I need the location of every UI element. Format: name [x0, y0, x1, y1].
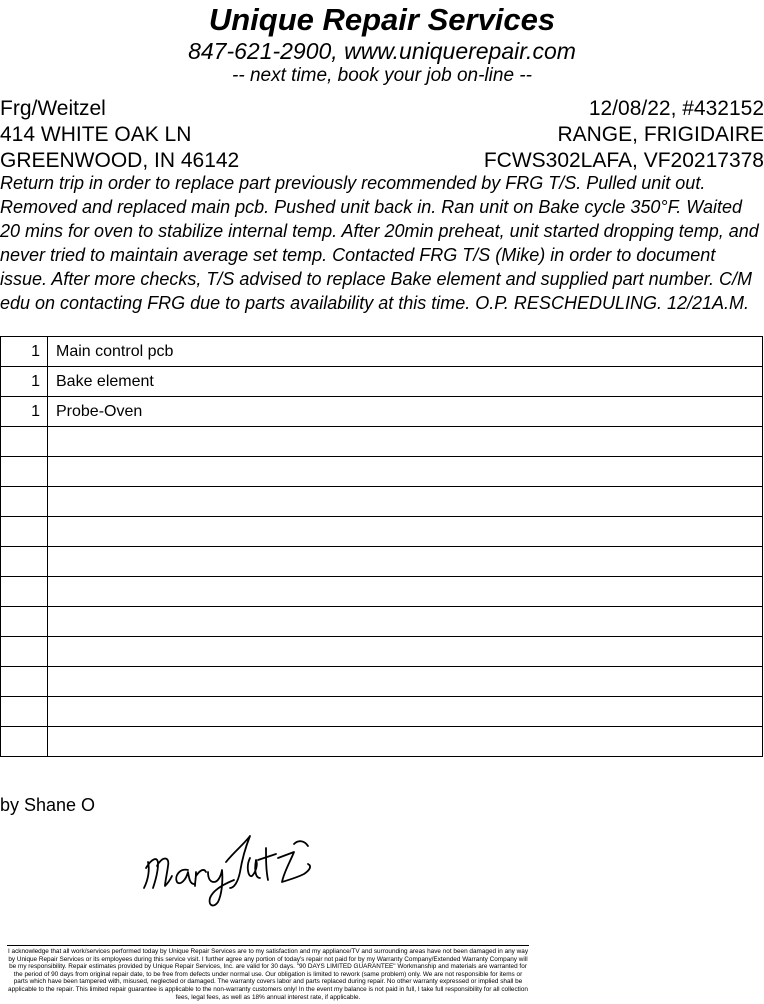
parts-row: [1, 637, 763, 667]
part-description: [48, 547, 763, 577]
part-quantity: [1, 667, 48, 697]
parts-row: [1, 547, 763, 577]
date-invoice: 12/08/22, #432152: [588, 97, 764, 120]
parts-row: [1, 577, 763, 607]
service-notes: Return trip in order to replace part previously recommended by FRG T/S. Pulled unit out. Removed and replaced main pcb. Pushed unit back in. Ran unit on Bake cycle 350°F. Waited 20 mins for oven to stabilize internal temp. After 20min preheat, unit started dropping temp, and never tried to maintain average set temp. Contacted FRG T/S (Mike) in order to document issue. After more checks, T/S advised to replace Bake element and supplied part number. C/M edu on contacting FRG due to parts availability at this time. O.P. RESCHEDULING. 12/21A.M.: [0, 173, 759, 313]
city-state-zip: GREENWOOD, IN 46142: [0, 149, 240, 172]
parts-table: [0, 336, 763, 757]
parts-row: [1, 487, 763, 517]
part-quantity: [1, 727, 48, 757]
info-row: [0, 96, 764, 122]
parts-row: [1, 727, 763, 757]
part-quantity: 1: [1, 397, 48, 427]
part-description: [48, 667, 763, 697]
part-quantity: [1, 607, 48, 637]
job-info: [0, 96, 764, 174]
part-quantity: [1, 577, 48, 607]
part-quantity: [1, 487, 48, 517]
part-quantity: 1: [1, 337, 48, 367]
part-quantity: [1, 427, 48, 457]
model-serial: FCWS302LAFA, VF20217378: [483, 149, 764, 172]
parts-row: [1, 457, 763, 487]
part-description: Probe-Oven: [48, 397, 763, 427]
street-address: 414 WHITE OAK LN: [0, 123, 192, 146]
part-quantity: [1, 637, 48, 667]
part-description: [48, 487, 763, 517]
document-header: [0, 0, 764, 88]
parts-row: [1, 697, 763, 727]
parts-table-body: [1, 337, 763, 757]
legal-disclaimer: I acknowledge that all work/services performed today by Unique Repair Services are to my satisfaction and my appliance/TV and surrounding areas have not been damaged in any way by Unique Repair Services or its employees during this service visit. I further agree any portion of today's repair not paid for by my Warranty Company/Extended Warranty Company will be my responsibility. Repair estimates provided by Unique Repair Services, Inc. are valid for 30 days. "90 DAYS LIMITED GUARANTEE" Workmanship and materials are warranted for the period of 90 days from original repair date, to be free from defects under normal use. Our obligation is limited to rework (same problem) only. We are not responsible for items or parts which have been tampered with, misused, neglected or damaged. The warranty covers labor and parts replaced during repair. No other warranty expressed or implied shall be applicable to the repair. This limited repair guarantee is applicable to the non-warranty customers only! In the event my balance is not paid in full, I take full responsibility for all collection fees, legal fees, as well as 18% annual interest rate, if applicable.: [7, 945, 529, 1001]
part-description: [48, 607, 763, 637]
appliance-type: RANGE, FRIGIDAIRE: [557, 123, 764, 146]
part-quantity: [1, 457, 48, 487]
technician-name: by Shane O: [0, 795, 96, 815]
part-description: Bake element: [48, 367, 763, 397]
part-description: [48, 457, 763, 487]
customer-name: Frg/Weitzel: [0, 97, 106, 120]
company-contact: 847-621-2900, www.uniquerepair.com: [188, 38, 576, 64]
parts-row: [1, 337, 763, 367]
part-description: Main control pcb: [48, 337, 763, 367]
part-description: [48, 727, 763, 757]
parts-row: [1, 517, 763, 547]
part-quantity: [1, 517, 48, 547]
company-name: Unique Repair Services: [208, 2, 556, 37]
parts-row: [1, 397, 763, 427]
part-quantity: [1, 547, 48, 577]
part-description: [48, 427, 763, 457]
info-row: [0, 122, 764, 148]
company-tagline: -- next time, book your job on-line --: [232, 65, 532, 86]
part-quantity: 1: [1, 367, 48, 397]
parts-row: [1, 367, 763, 397]
part-description: [48, 697, 763, 727]
customer-signature: [138, 832, 328, 912]
parts-row: [1, 427, 763, 457]
part-description: [48, 577, 763, 607]
parts-row: [1, 607, 763, 637]
part-description: [48, 637, 763, 667]
part-description: [48, 517, 763, 547]
parts-row: [1, 667, 763, 697]
part-quantity: [1, 697, 48, 727]
